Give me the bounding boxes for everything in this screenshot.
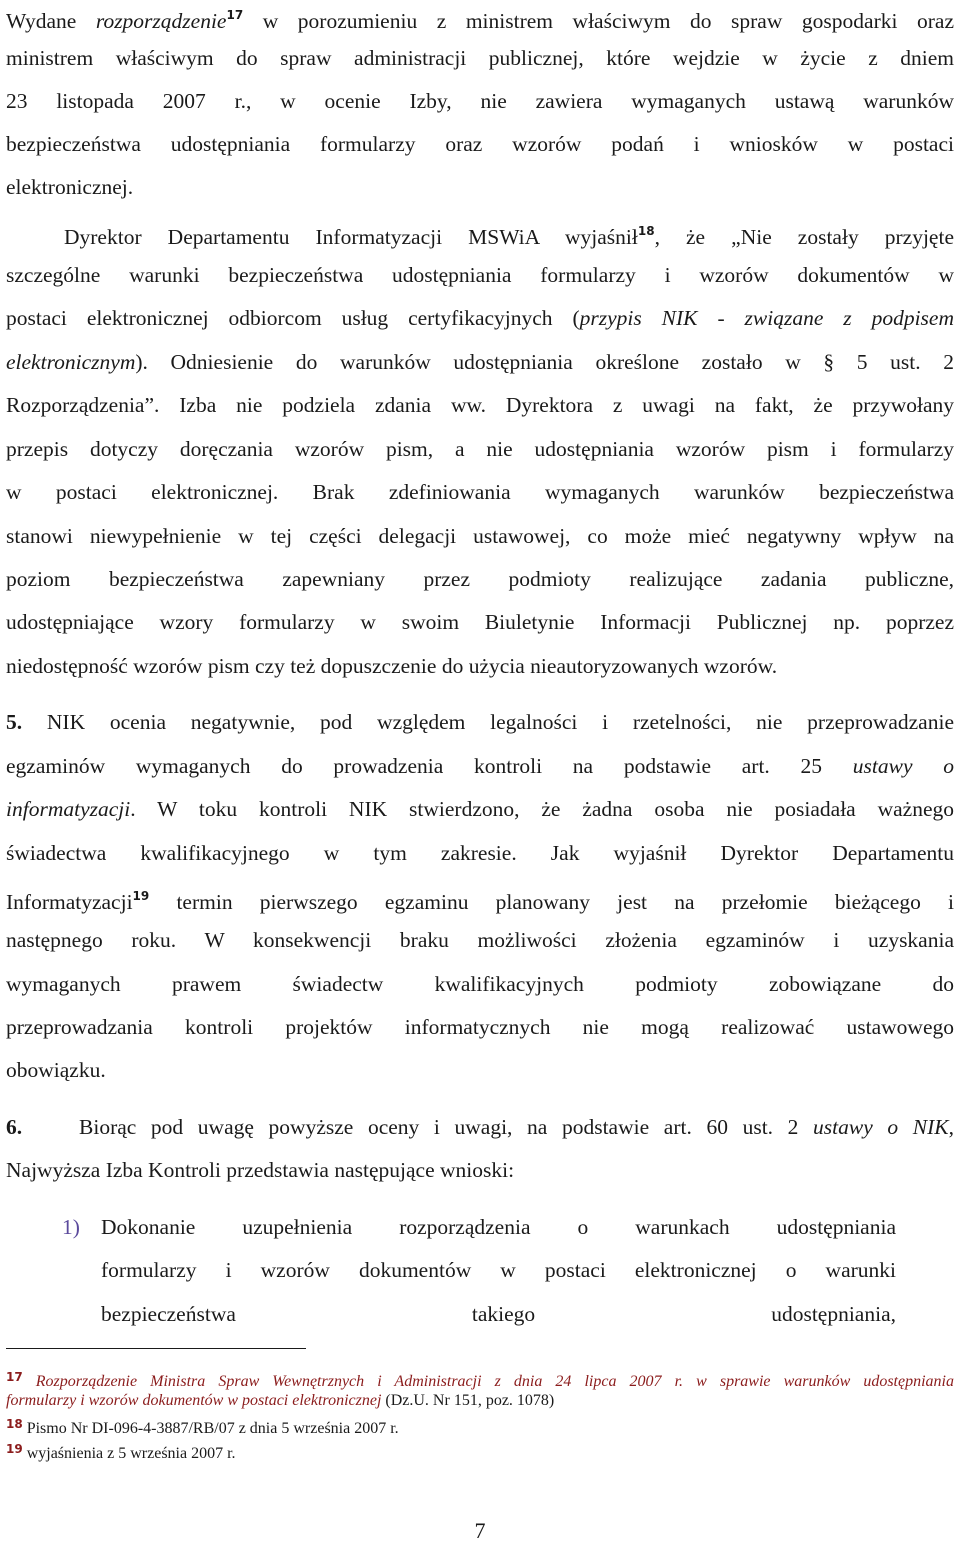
section-number: 6.: [6, 1115, 23, 1139]
paragraph-line: szczególne warunki bezpieczeństwa udostępniania formularzy i wzorów dokumentów w: [6, 263, 954, 287]
paragraph-line: wymaganych prawem świadectw kwalifikacyjnych podmioty zobowiązane do: [6, 972, 954, 996]
footnote-marker: 17: [6, 1370, 23, 1384]
footnote-ref[interactable]: 19: [132, 889, 150, 903]
paragraph-line: stanowi niewypełnienie w tej części delegacji ustawowej, co może mieć negatywny wpływ na: [6, 524, 954, 548]
paragraph-line: niedostępność wzorów pism czy też dopuszczenie do użycia nieautoryzowanych wzorów.: [6, 654, 778, 678]
list-item-line: bezpieczeństwa takiego udostępniania,: [101, 1302, 896, 1326]
paragraph-line: 23 listopada 2007 r., w ocenie Izby, nie zawiera wymaganych ustawą warunków: [6, 89, 954, 113]
paragraph-line: informatyzacji. W toku kontroli NIK stwierdzono, że żadna osoba nie posiadała ważnego: [6, 797, 954, 821]
paragraph-line: poziom bezpieczeństwa zapewniany przez podmioty realizujące zadania publiczne,: [6, 567, 954, 591]
footnote-17-cont: formularzy i wzorów dokumentów w postaci elektronicznej (Dz.U. Nr 151, poz. 1078): [6, 1392, 555, 1409]
footnote-19: $^{19}$ wyjaśnienia z 5 września 2007 r.: [6, 1442, 236, 1462]
paragraph-line: udostępniające wzory formularzy w swoim Biuletynie Informacji Publicznej np. poprzez: [6, 610, 954, 634]
paragraph-line: następnego roku. W konsekwencji braku możliwości złożenia egzaminów i uzyskania: [6, 928, 954, 952]
paragraph-line: elektronicznej.: [6, 175, 134, 199]
page-number: 7: [474, 1518, 486, 1543]
footnote-18: $^{18}$ Pismo Nr DI-096-4-3887/RB/07 z dnia 5 września 2007 r.: [6, 1417, 399, 1437]
paragraph-line: Wydane rozporządzenie$^{17}$ w porozumieniu z ministrem właściwym do spraw gospodarki oraz: [6, 8, 954, 33]
paragraph-line: obowiązku.: [6, 1058, 106, 1082]
footnote-marker: 19: [6, 1442, 23, 1456]
paragraph-line: 5. NIK ocenia negatywnie, pod względem legalności i rzetelności, nie przeprowadzanie: [6, 710, 954, 734]
paragraph-line: bezpieczeństwa udostępniania formularzy oraz wzorów podań i wniosków w postaci: [6, 132, 954, 156]
paragraph-line: Dyrektor Departamentu Informatyzacji MSWiA wyjaśnił$^{18}$, że „Nie zostały przyjęte: [64, 224, 954, 249]
paragraph-line: elektronicznym). Odniesienie do warunków udostępniania określone zostało w § 5 ust. 2: [6, 350, 954, 374]
paragraph-line: Informatyzacji$^{19}$ termin pierwszego egzaminu planowany jest na przełomie bieżącego i: [6, 889, 954, 914]
paragraph-line: egzaminów wymaganych do prowadzenia kontroli na podstawie art. 25 ustawy o: [6, 754, 954, 778]
paragraph-line: w postaci elektronicznej. Brak zdefiniowania wymaganych warunków bezpieczeństwa: [6, 480, 954, 504]
paragraph-line: ministrem właściwym do spraw administracji publicznej, które wejdzie w życie z dniem: [6, 46, 954, 70]
footnote-17: $^{17}$ Rozporządzenie Ministra Spraw Wewnętrznych i Administracji z dnia 24 lipca 2007 r. w sprawie warunków udostępniania: [6, 1370, 954, 1390]
paragraph-line: przepis dotyczy doręczania wzorów pism, a nie udostępniania wzorów pism i formularzy: [6, 437, 954, 461]
paragraph-line: Rozporządzenia”. Izba nie podziela zdania ww. Dyrektora z uwagi na fakt, że przywołany: [6, 393, 954, 417]
paragraph-line: przeprowadzania kontroli projektów informatycznych nie mogą realizować ustawowego: [6, 1015, 954, 1039]
list-item-line: formularzy i wzorów dokumentów w postaci elektronicznej o warunki: [101, 1258, 896, 1282]
footnote-separator: [6, 1348, 306, 1349]
paragraph-line: świadectwa kwalifikacyjnego w tym zakresie. Jak wyjaśnił Dyrektor Departamentu: [6, 841, 954, 865]
list-item-line: Dokonanie uzupełnienia rozporządzenia o warunkach udostępniania: [101, 1215, 896, 1239]
footnote-ref[interactable]: 18: [637, 224, 655, 238]
paragraph-line: postaci elektronicznej odbiorcom usług certyfikacyjnych (przypis NIK - związane z podpisem: [6, 306, 954, 330]
paragraph-line: 6. Biorąc pod uwagę powyższe oceny i uwagi, na podstawie art. 60 ust. 2 ustawy o NIK,: [6, 1115, 954, 1139]
list-number: 1): [62, 1215, 80, 1239]
section-number: 5.: [6, 710, 23, 734]
paragraph-line: Najwyższa Izba Kontroli przedstawia następujące wnioski:: [6, 1158, 515, 1182]
footnote-ref[interactable]: 17: [226, 8, 244, 22]
footnote-marker: 18: [6, 1417, 23, 1431]
